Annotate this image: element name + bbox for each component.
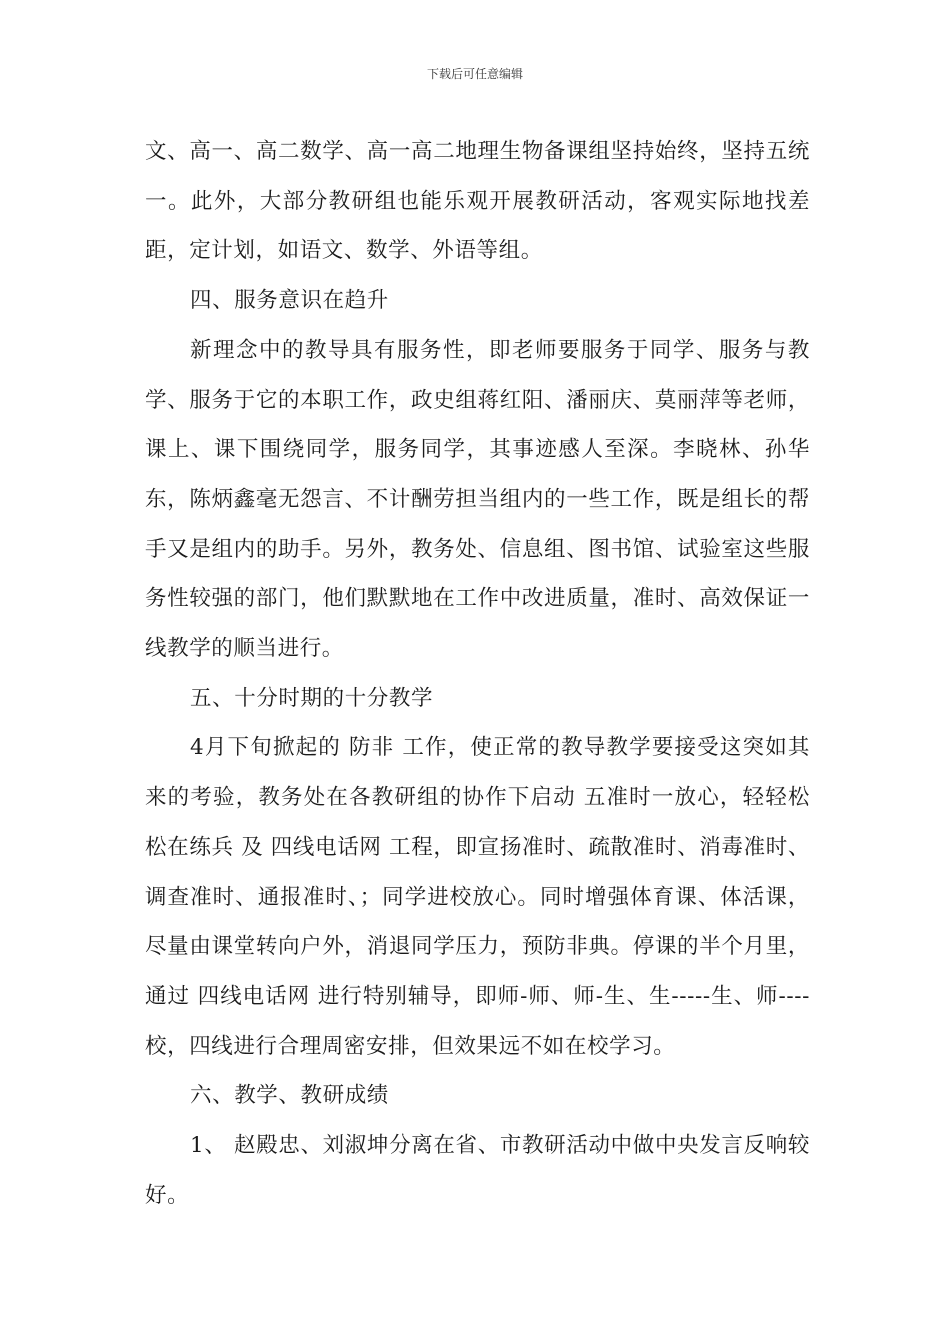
section-heading-5: 五、十分时期的十分教学: [190, 685, 434, 711]
page-header: 下载后可任意编辑: [426, 67, 523, 81]
paragraph-anti-sars: 4月下旬掀起的 防非 工作，使正常的教导教学要接受这突如其来的考验，教务处在各教研组的协作下启动 五准时一放心，轻轻松松在练兵 及 四线电话网 工程，即宣扬准时、疏散准时、消毒准时、调查准时、通报准时、；同学进校放心。同时增强体育课、体活课，尽量由课堂转向户外，消退同学压力，预防非典。停课的半个月里，通过 四线电话网 进行特别辅导，即师-师、师-生、生-----生、师----校，四线进行合理周密安排，但效果远不如在校学习。: [145, 735, 810, 1059]
document-body: [145, 127, 810, 1220]
section-heading-4: 四、服务意识在趋升: [190, 288, 389, 314]
paragraph-achievement-1: 1、 赵殿忠、刘淑坤分离在省、市教研活动中做中央发言反响较好。: [145, 1133, 810, 1208]
paragraph-continuation: 文、高一、高二数学、高一高二地理生物备课组坚持始终，坚持五统一。此外，大部分教研组也能乐观开展教研活动，客观实际地找差距，定计划，如语文、数学、外语等组。: [145, 139, 810, 264]
section-heading-6: 六、教学、教研成绩: [190, 1083, 389, 1109]
paragraph-service: 新理念中的教导具有服务性，即老师要服务于同学、服务与教学、服务于它的本职工作，政史组蒋红阳、潘丽庆、莫丽萍等老师，课上、课下围绕同学，服务同学，其事迹感人至深。李晓林、孙华东，陈炳鑫毫无怨言、不计酬劳担当组内的一些工作，既是组长的帮手又是组内的助手。另外，教务处、信息组、图书馆、试验室这些服务性较强的部门，他们默默地在工作中改进质量，准时、高效保证一线教学的顺当进行。: [145, 337, 810, 662]
